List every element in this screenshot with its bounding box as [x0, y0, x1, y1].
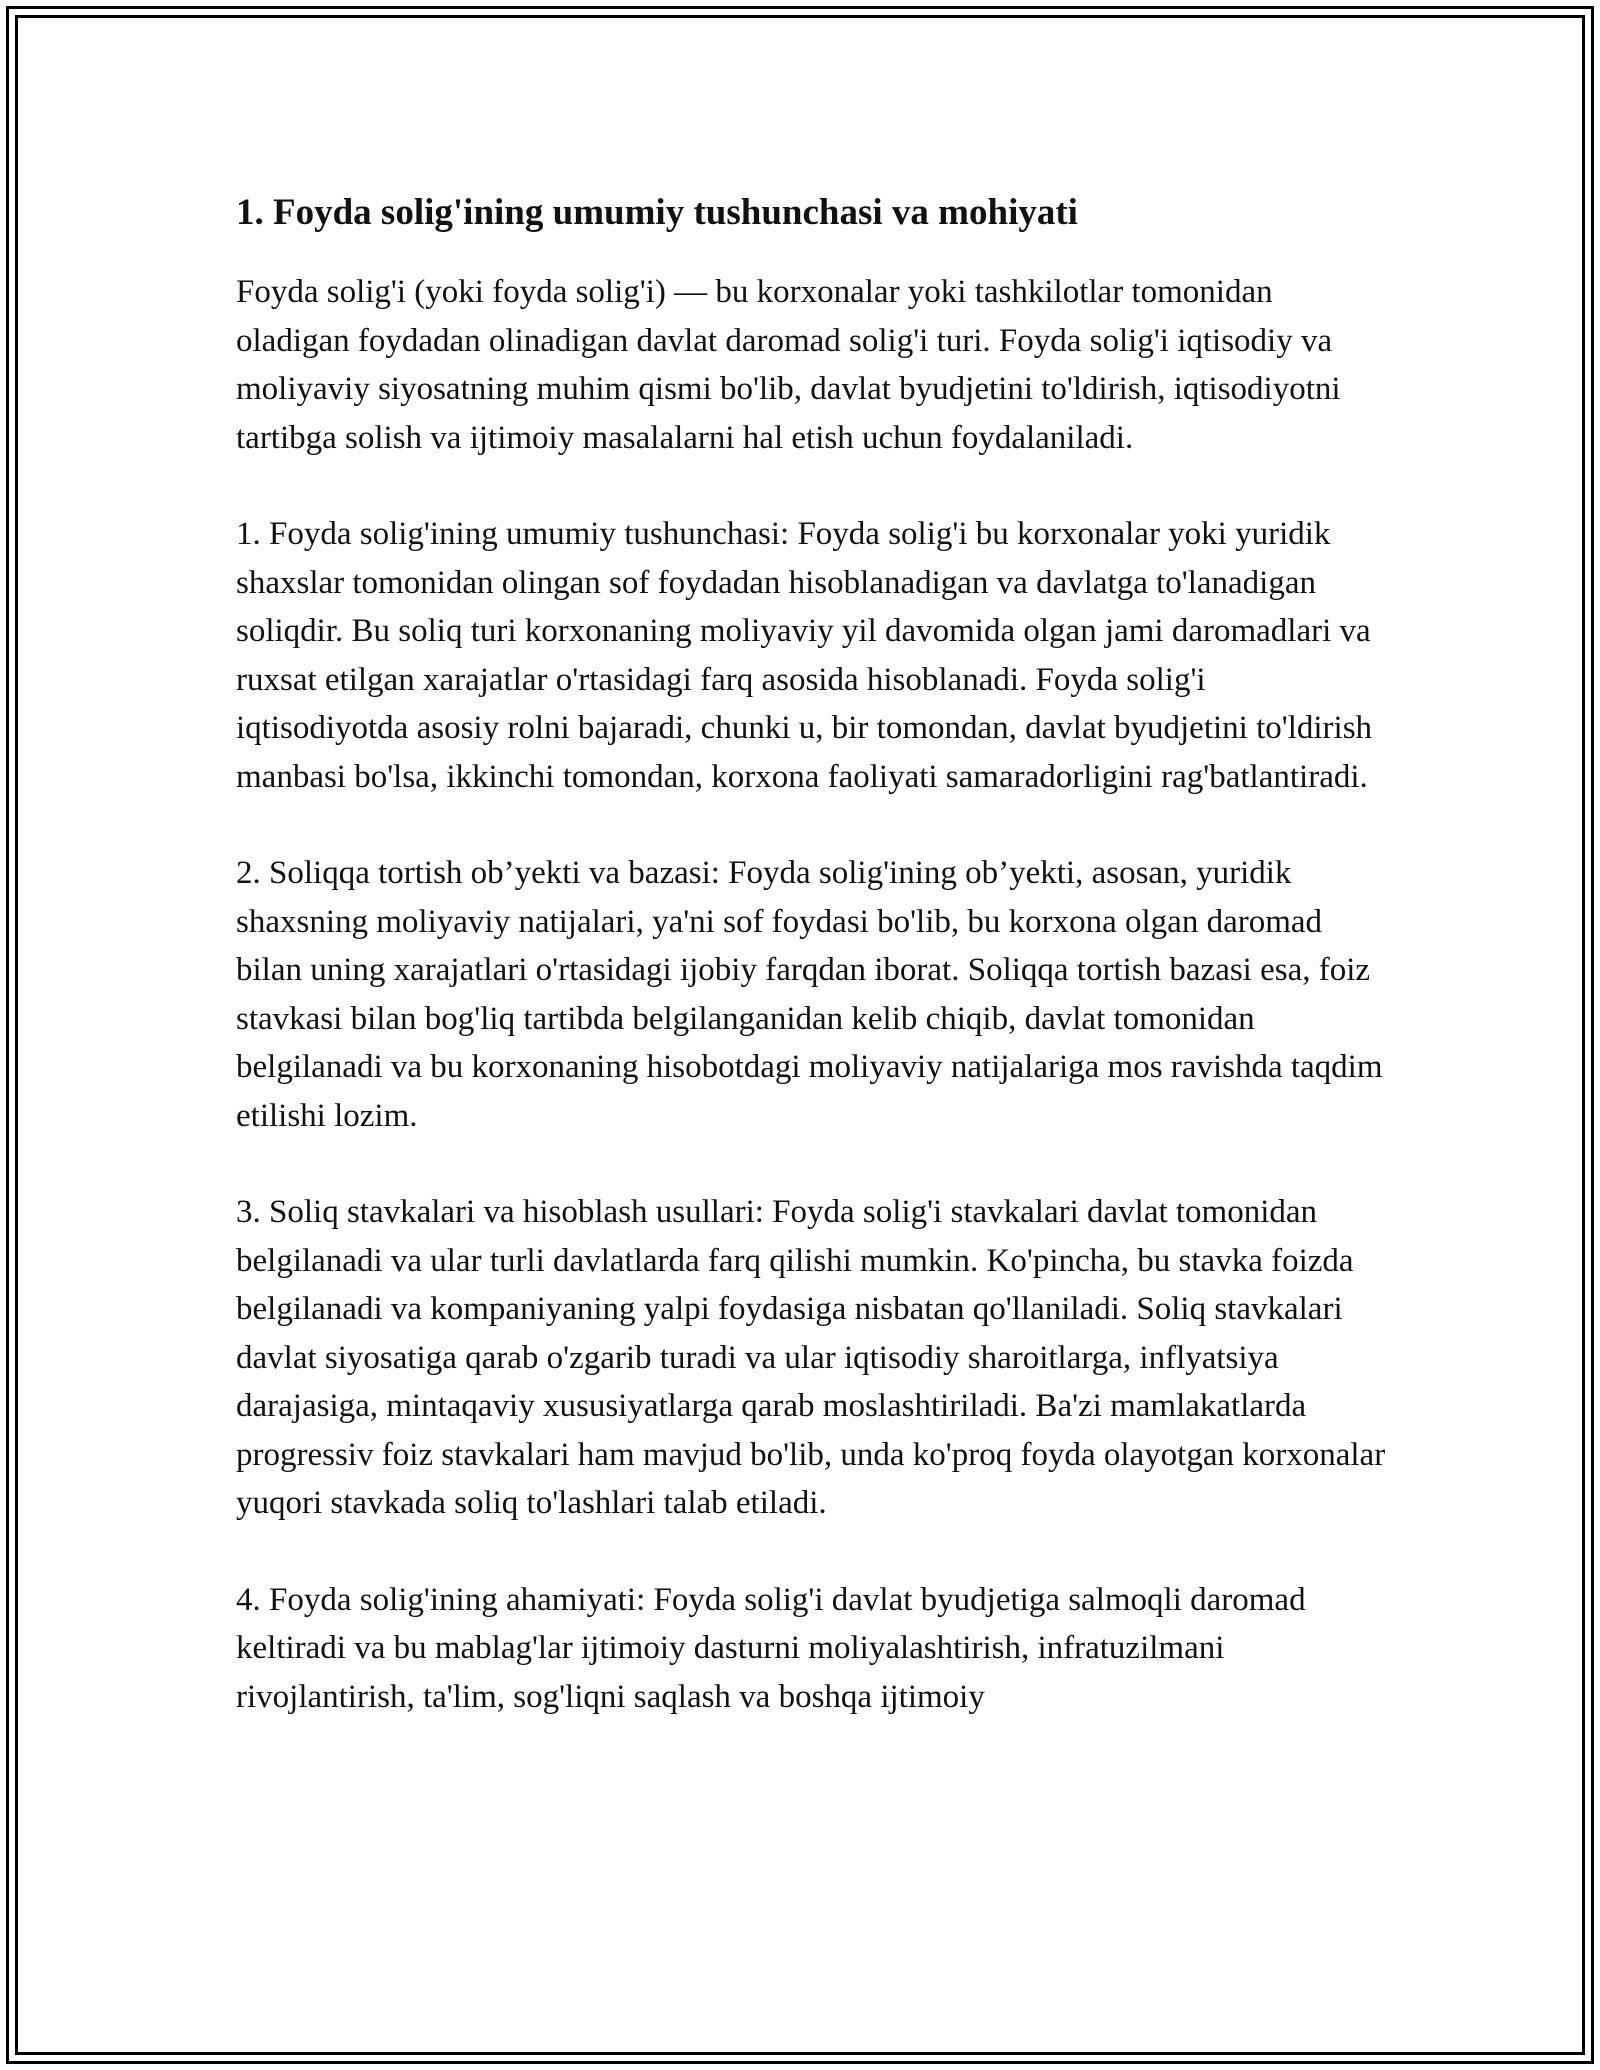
intro-paragraph: Foyda solig'i (yoki foyda solig'i) — bu korxonalar yoki tashkilotlar tomonidan oladigan foydadan olinadigan davlat daromad solig'i turi. Foyda solig'i iqtisodiy va moliyaviy siyosatning muhim qismi bo'lib, davlat byudjetini to'ldirish, iqtisodiyotni tartibga solish va ijtimoiy masalalarni hal etish uchun foydalaniladi. — [236, 274, 1341, 456]
document-body — [236, 186, 1386, 1769]
paragraph-importance: 4. Foyda solig'ining ahamiyati: Foyda solig'i davlat byudjetiga salmoqli daromad keltiradi va bu mablag'lar ijtimoiy dasturni moliyalashtirish, infratuzilmani rivojlantirish, ta'lim, sog'liqni saqlash va boshqa ijtimoiy — [236, 1581, 1306, 1715]
paragraph-tax-rates: 3. Soliq stavkalari va hisoblash usullari: Foyda solig'i stavkalari davlat tomonidan belgilanadi va ular turli davlatlarda farq qilishi mumkin. Ko'pincha, bu stavka foizda belgilanadi va kompaniyaning yalpi foydasiga nisbatan qo'llaniladi. Soliq stavkalari davlat siyosatiga qarab o'zgarib turadi va ular iqtisodiy sharoitlarga, inflyatsiya darajasiga, mintaqaviy xususiyatlarga qarab moslashtiriladi. Ba'zi mamlakatlarda progressiv foiz stavkalari ham mavjud bo'lib, unda ko'proq foyda olayotgan korxonalar yuqori stavkada soliq to'lashlari talab etiladi. — [236, 1194, 1386, 1521]
paragraph-general-concept: 1. Foyda solig'ining umumiy tushunchasi: Foyda solig'i bu korxonalar yoki yuridik shaxslar tomonidan olingan sof foydadan hisoblanadigan va davlatga to'lanadigan soliqdir. Bu soliq turi korxonaning moliyaviy yil davomida olgan jami daromadlari va ruxsat etilgan xarajatlar o'rtasidagi farq asosida hisoblanadi. Foyda solig'i iqtisodiyotda asosiy rolni bajaradi, chunki u, bir tomondan, davlat byudjetini to'ldirish manbasi bo'lsa, ikkinchi tomondan, korxona faoliyati samaradorligini rag'batlantiradi. — [236, 516, 1373, 795]
section-heading: 1. Foyda solig'ining umumiy tushunchasi va mohiyati — [236, 192, 1078, 233]
paragraph-tax-object-base: 2. Soliqqa tortish ob’yekti va bazasi: Foyda solig'ining ob’yekti, asosan, yuridik shaxsning moliyaviy natijalari, ya'ni sof foydasi bo'lib, bu korxona olgan daromad bilan uning xarajatlari o'rtasidagi ijobiy farqdan iborat. Soliqqa tortish bazasi esa, foiz stavkasi bilan bog'liq tartibda belgilanganidan kelib chiqib, davlat tomonidan belgilanadi va bu korxonaning hisobotdagi moliyaviy natijalariga mos ravishda taqdim etilishi lozim. — [236, 855, 1383, 1134]
